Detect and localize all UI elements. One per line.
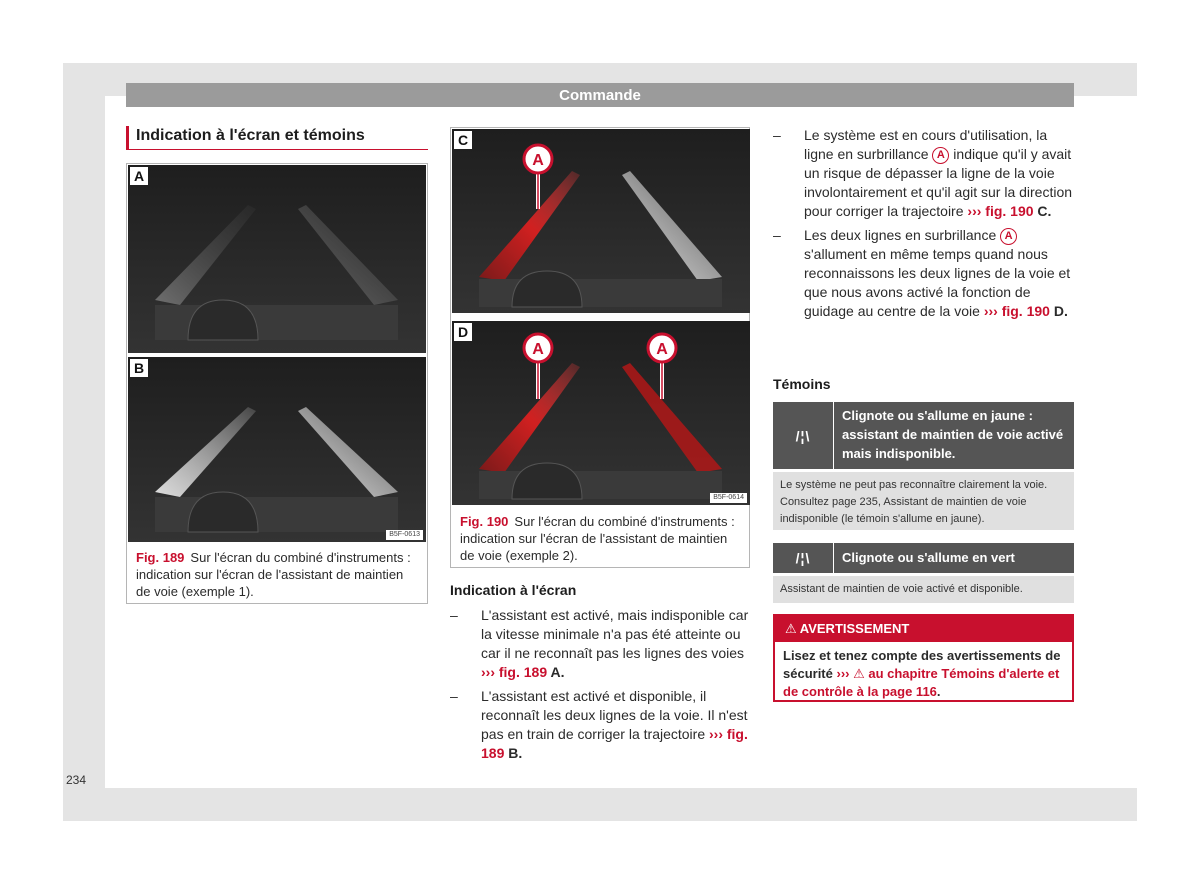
list-item: – Les deux lignes en surbrillance A s'allument en même temps quand nous reconnaissons les deux lignes de la voie et que nous avons activé la fonction de guidage au centre de la voie ››› fig. 190 D. (773, 226, 1074, 321)
figure-link[interactable]: ››› fig. 189 (481, 664, 548, 680)
panel-label-c: C (454, 131, 472, 149)
indicator-title: Clignote ou s'allume en jaune : assistant de maintien de voie activé mais indisponible. (842, 408, 1064, 461)
marker-a: A (532, 341, 544, 358)
lane-assist-icon: /¦\ (773, 402, 834, 469)
indicator-description: Assistant de maintien de voie activé et disponible. (773, 576, 1074, 603)
lane-assist-icon: /¦\ (773, 543, 834, 573)
figure-link[interactable]: ››› fig. 190 (967, 203, 1034, 219)
indicator-title: Clignote ou s'allume en vert (842, 550, 1015, 565)
panel-label-b: B (130, 359, 148, 377)
figure-190 (450, 127, 750, 568)
marker-a: A (656, 341, 668, 358)
list-item: – L'assistant est activé et disponible, il reconnaît les deux lignes de la voie. Il n'est pas en train de corriger la trajectoire ››› fig. 189 B. (450, 687, 750, 763)
marker-a-inline: A (932, 147, 949, 164)
figure-ref: Fig. 189 (136, 550, 185, 565)
indication-list (450, 606, 750, 768)
warning-body: Lisez et tenez compte des avertissements de sécurité ››› ⚠ au chapitre Témoins d'alerte et de contrôle à la page 116. (783, 648, 1061, 699)
section-title: Indication à l'écran et témoins (126, 126, 428, 150)
figure-caption: Fig. 190 Sur l'écran du combiné d'instruments : indication sur l'écran de l'assistant de maintien de voie (exemple 2). (460, 514, 735, 563)
figure-panel-b (128, 357, 426, 542)
indicator-description: Le système ne peut pas reconnaître clairement la voie. Consultez page 235, Assistant de maintien de voie indisponible (le témoin s'allume en jaune). (773, 472, 1074, 530)
lane-display-illustration (128, 165, 426, 353)
subheading-indication: Indication à l'écran (450, 582, 577, 598)
panel-label-d: D (454, 323, 472, 341)
list-item: – Le système est en cours d'utilisation, la ligne en surbrillance A indique qu'il y avait un risque de dépasser la ligne de la voie involontairement et qu'il agit sur la direction pour corriger la trajectoire ››› fig. 190 C. (773, 126, 1074, 221)
header-bar: Commande (126, 83, 1074, 107)
figure-caption: Fig. 189 Sur l'écran du combiné d'instruments : indication sur l'écran de l'assistant de maintien de voie (exemple 1). (136, 550, 411, 599)
page-number: 234 (66, 773, 87, 787)
figure-panel-a (128, 165, 426, 353)
warning-icon: ⚠ (785, 621, 800, 636)
figure-code: B5F-0614 (710, 493, 747, 503)
figure-ref: Fig. 190 (460, 514, 509, 529)
figure-code: B5F-0613 (386, 530, 423, 540)
figure-panel-c (452, 129, 750, 313)
lane-display-illustration (128, 357, 426, 542)
figure-189 (126, 163, 428, 604)
warning-header: ⚠ AVERTISSEMENT (775, 616, 1072, 642)
marker-a: A (532, 152, 544, 169)
lane-display-illustration (452, 129, 750, 313)
warning-link[interactable]: ››› ⚠ au chapitre Témoins d'alerte et de contrôle à la page 116 (783, 666, 1060, 699)
panel-label-a: A (130, 167, 148, 185)
subheading-temoins: Témoins (773, 376, 831, 392)
indicator-row-yellow (773, 402, 1074, 469)
lane-display-illustration (452, 321, 750, 505)
marker-a-inline: A (1000, 228, 1017, 245)
indicator-row-green (773, 543, 1074, 573)
list-item: – L'assistant est activé, mais indisponible car la vitesse minimale n'a pas été atteinte ou car il ne reconnaît pas les lignes des voies ››› fig. 189 A. (450, 606, 750, 682)
figure-link[interactable]: ››› fig. 189 (481, 726, 748, 761)
figure-panel-d (452, 321, 750, 505)
usage-list (773, 126, 1074, 326)
warning-box (773, 614, 1074, 702)
figure-link[interactable]: ››› fig. 190 (983, 303, 1050, 319)
